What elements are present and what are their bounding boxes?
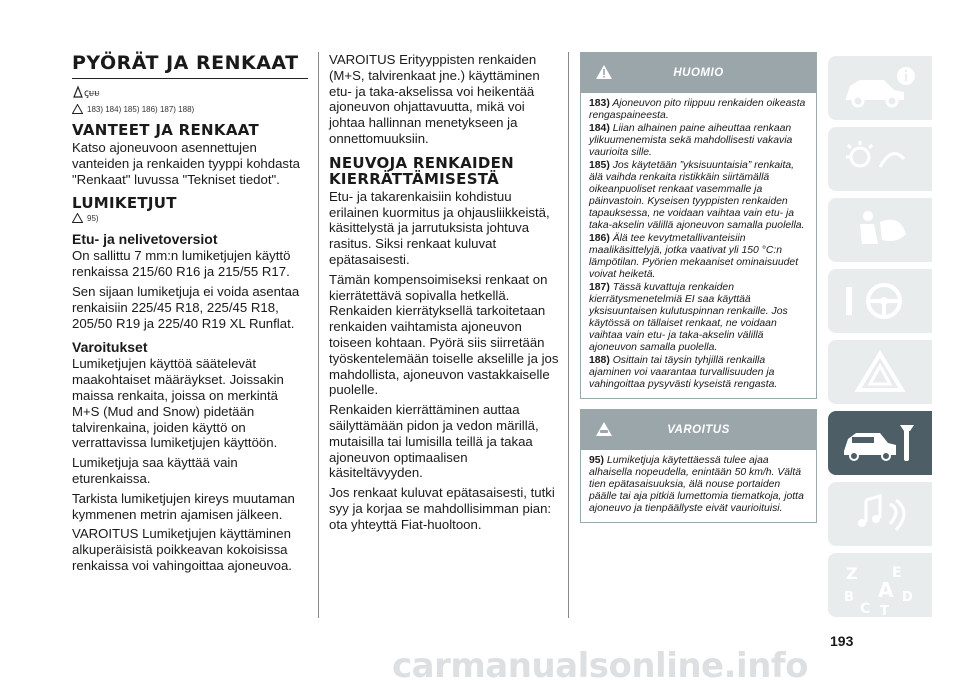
index-letter: D <box>902 590 913 605</box>
note-item <box>589 282 810 354</box>
warning-box <box>580 409 817 523</box>
note-text: Osittain tai täysin tyhjillä renkailla ajaminen voi vaarantaa turvallisuuden ja vahingoittaa pysyvästi kyseistä rengasta. <box>589 355 778 390</box>
rotation-paragraph-4: Jos renkaat kuluvat epätasaisesti, tutki syy ja korjaa se mahdollisimman pian: ota yhteyttä Fiat-huoltoon. <box>329 485 555 532</box>
index-letter: T <box>880 604 889 617</box>
note-text: Tässä kuvattuja renkaiden kierrätysmenetelmiä EI saa käyttää yksisuuntaisen kulutuspinnan renkaille. Jos käytössä on tällaiset renkaat, ne voidaan vaihtaa vain etu- ja taka-akselin välillä ajoneuvon samalla puolella. <box>589 282 788 353</box>
note-item <box>589 355 810 391</box>
caution-body <box>581 93 816 398</box>
tab-safety[interactable] <box>828 198 932 262</box>
tab-index[interactable] <box>828 553 932 617</box>
caution-title: HUOMIO <box>673 67 724 79</box>
subsection-warnings: Varoitukset <box>72 339 148 356</box>
svg-text:ꞔᵾᵾ: ꞔᵾᵾ <box>84 88 100 99</box>
note-item <box>589 455 810 515</box>
note-item <box>589 233 810 281</box>
warning-body <box>581 450 816 522</box>
warnings-paragraph-3: Tarkista lumiketjujen kireys muutaman kymmenen metrin ajamisen jälkeen. <box>72 490 295 522</box>
warnings-paragraph-2: Lumiketjuja saa käyttää vain eturenkaissa. <box>72 455 238 486</box>
tire-pressure-icon <box>72 85 308 103</box>
warnings-paragraph-1: Lumiketjujen käyttöä säätelevät maakohtaiset määräykset. Joissakin maissa renkaita, joissa on merkintä M+S (Mud and Snow) pidetään talvirenkaina, joiden käyttö on verrattavissa lumiketjujen käyttöön. <box>72 356 284 451</box>
note-text: Liian alhainen paine aiheuttaa renkaan ylikuumenemista sekä mahdollisesti vakavia vaurioita sille. <box>589 123 793 158</box>
watermark: carmanualsonline.info <box>392 646 809 686</box>
note-number: 188) <box>589 355 610 366</box>
warning-header <box>581 410 816 450</box>
tab-maintenance[interactable] <box>828 411 932 475</box>
warning-car-icon <box>595 421 613 437</box>
index-letter: B <box>844 590 854 605</box>
note-number: 186) <box>589 233 610 244</box>
caution-box <box>580 52 817 399</box>
note-text: Ajoneuvon pito riippuu renkaiden oikeasta rengaspaineesta. <box>589 98 806 121</box>
car-service-icon <box>840 419 920 467</box>
intro-paragraph: VAROITUS Erityyppisten renkaiden (M+S, talvirenkaat jne.) käyttäminen etu- ja taka-akselissa voi heikentää ajoneuvon ohjattavuutta, mikä voi johtaa hallinnan menetykseen ja onnettomuuksiin. <box>329 52 540 146</box>
index-letter: E <box>892 565 902 581</box>
tab-emergency[interactable] <box>828 340 932 404</box>
car-info-icon <box>840 64 920 112</box>
column-divider <box>568 52 569 618</box>
chapter-sidebar <box>828 56 932 624</box>
tab-multimedia[interactable] <box>828 482 932 546</box>
subsection-front: Etu- ja nelivetoversiot <box>72 231 218 248</box>
refs-text: 183) 184) 185) 186) 187) 188) <box>87 104 195 114</box>
note-text: Jos käytetään ”yksisuuntaisia” renkaita, älä vaihda renkaita ristikkäin siirtämällä oikeanpuoliset renkaat vasemmalle ja päinvastoin. Kyseisen tyyppisten renkaiden tapauksessa, ne voidaan vaihtaa vain etu- ja taka-akselin välillä ajoneuvon samalla puolella. <box>589 160 805 231</box>
warning-title: VAROITUS <box>667 424 730 436</box>
warning-triangle-icon <box>72 213 83 223</box>
front-paragraph-1: On sallittu 7 mm:n lumiketjujen käyttö renkaissa 215/60 R16 ja 215/55 R17. <box>72 248 291 280</box>
chains-ref-text: 95) <box>87 213 99 223</box>
section-title-rims: VANTEET JA RENKAAT <box>72 121 260 139</box>
section-title-rotation: NEUVOJA RENKAIDEN KIERRÄTTÄMISESTÄ <box>329 153 515 188</box>
steering-wheel-icon <box>840 277 920 325</box>
left-column <box>72 52 308 578</box>
front-paragraph-2: Sen sijaan lumiketjuja ei voida asentaa renkaisiin 225/45 R18, 225/45 R18, 205/50 R19 ja 225/40 R19 XL Runflat. <box>72 283 300 331</box>
multimedia-icon <box>840 490 920 538</box>
page-title: PYÖRÄT JA RENKAAT <box>72 52 308 79</box>
warnings-paragraph-4: VAROITUS Lumiketjujen käyttäminen alkuperäisistä poikkeavan kokoisissa renkaissa voi vahingoittaa ajoneuvoa. <box>72 526 292 573</box>
note-number: 185) <box>589 160 610 171</box>
section-title-chains: LUMIKETJUT <box>72 194 177 213</box>
safety-airbag-icon <box>840 206 920 254</box>
note-item <box>589 98 810 122</box>
note-number: 184) <box>589 123 610 134</box>
warning-lights-icon <box>840 348 920 396</box>
middle-column <box>329 52 559 537</box>
index-letter: A <box>878 578 894 602</box>
tab-dashboard-lights[interactable] <box>828 127 932 191</box>
index-letter: Z <box>846 564 858 583</box>
dashboard-lights-icon <box>840 135 920 183</box>
rotation-paragraph-3: Renkaiden kierrättäminen auttaa säilyttämään pidon ja vedon märillä, mutaisilla tai lumisilla teillä ja takaa ajoneuvon optimaalisen käsiteltävyyden. <box>329 402 539 481</box>
index-letters-icon <box>840 561 920 617</box>
note-text: Lumiketjuja käytettäessä tulee ajaa alhaisella nopeudella, enintään 50 km/h. Vältä tien epätasaisuuksia, älä nouse portaiden päälle tai aja pitkiä lumettomia tiematkoja, jotta ajoneuvo ja tienpäällyste eivät vaurioituisi. <box>589 455 804 514</box>
note-number: 187) <box>589 282 610 293</box>
rotation-paragraph-2: Tämän kompensoimiseksi renkaat on kierrätettävä sopivalla hetkellä. Renkaiden kierrätyksellä tarkoitetaan renkaiden vaihtamista ajoneuvon toiseen kohtaan. Pyörä siis siirretään työskentelemään toiselle akselille ja jos mahdollista, ajoneuvon vastakkaiselle puolelle. <box>329 271 559 398</box>
note-number: 183) <box>589 98 610 109</box>
rims-text: Katso ajoneuvoon asennettujen vanteiden ja renkaiden tyyppi kohdasta "Renkaat" luvussa "Tekniset tiedot". <box>72 140 301 187</box>
warning-triangle-icon <box>72 104 83 114</box>
rotation-paragraph-1: Etu- ja takarenkaisiin kohdistuu erilainen kuormitus ja ohjausliikkeistä, käsittelystä ja jarrutuksista johtuva rasitus. Siksi renkaat kuluvat epätasaisesti. <box>329 188 550 267</box>
column-divider <box>318 52 319 618</box>
note-number: 95) <box>589 455 605 466</box>
warning-refs <box>72 104 308 114</box>
tab-car-info[interactable] <box>828 56 932 120</box>
caution-header <box>581 53 816 93</box>
tab-starting-driving[interactable] <box>828 269 932 333</box>
page-number: 193 <box>830 633 854 649</box>
index-letter: C <box>860 601 871 617</box>
note-item <box>589 160 810 232</box>
caution-triangle-icon <box>595 64 613 80</box>
notes-column <box>580 52 817 523</box>
note-text: Älä tee kevytmetallivanteisiin maalikäsittelyjä, jotka vaativat yli 150 °C:n lämpötilan. Pyörien mekaaniset ominaisuudet voivat heiketä. <box>589 233 799 280</box>
note-item <box>589 123 810 159</box>
chains-refs <box>72 213 308 223</box>
